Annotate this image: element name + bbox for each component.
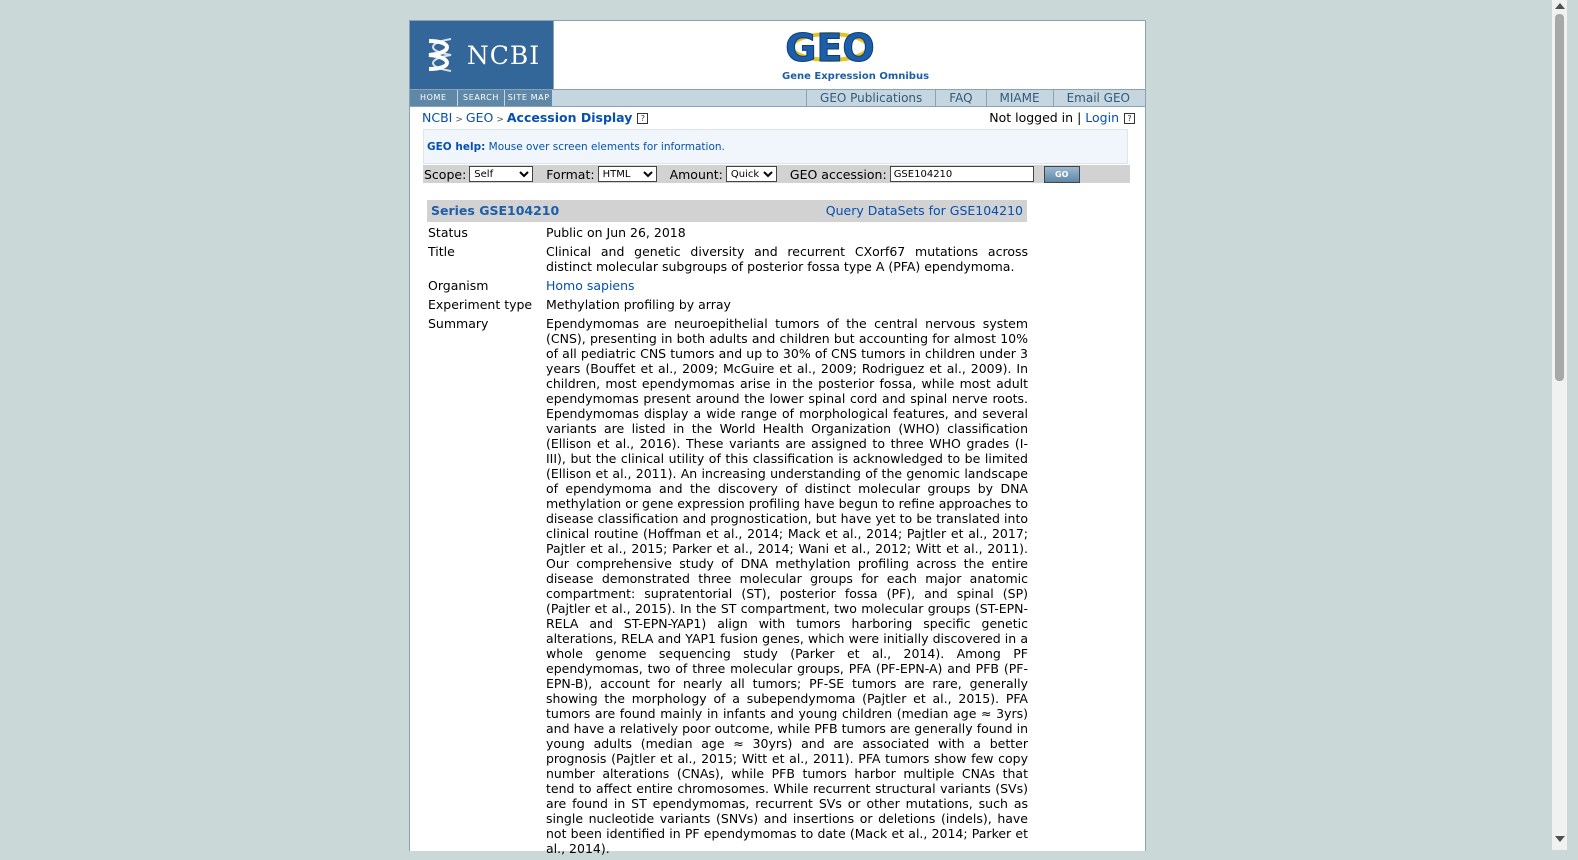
svg-text:GEO: GEO	[785, 26, 875, 70]
experiment-type-row	[428, 297, 1028, 312]
breadcrumb-ncbi-link[interactable]: NCBI	[422, 110, 453, 125]
nav-bar	[410, 89, 1145, 107]
ncbi-label: NCBI	[466, 40, 541, 70]
title-row	[428, 244, 1028, 274]
nav-sitemap-link[interactable]: SITE MAP	[505, 90, 553, 106]
login-status: Not logged in	[989, 110, 1074, 125]
nav-geo-publications-link[interactable]: GEO Publications	[806, 90, 935, 106]
breadcrumb-separator: >	[455, 115, 463, 125]
login-area	[989, 110, 1135, 125]
nav-home-link[interactable]: HOME	[410, 90, 458, 106]
login-separator: |	[1077, 110, 1082, 125]
summary-row	[428, 316, 1028, 856]
organism-link[interactable]: Homo sapiens	[546, 278, 635, 293]
status-value: Public on Jun 26, 2018	[546, 225, 686, 240]
scroll-down-icon[interactable]	[1555, 836, 1565, 842]
geo-logo[interactable]	[554, 21, 1144, 89]
title-label: Title	[428, 244, 455, 259]
ncbi-nav	[410, 90, 553, 106]
page-scrollbar[interactable]	[1552, 0, 1567, 850]
experiment-type-label: Experiment type	[428, 297, 533, 312]
accession-input[interactable]	[890, 166, 1034, 182]
summary-label: Summary	[428, 316, 489, 331]
breadcrumb-separator: >	[496, 115, 504, 125]
help-panel	[423, 129, 1128, 164]
scope-select[interactable]	[469, 166, 533, 182]
organism-row	[428, 278, 1028, 293]
accession-label: GEO accession:	[789, 166, 887, 182]
summary-value: Ependymomas are neuroepithelial tumors of the central nervous system (CNS), presenting in both adults and children but accounting for almost 10% of all pediatric CNS tumors and up to 30% of CNS tumors in children under 3 years (Bouffet et al., 2009; McGuire et al., 2009; Rodriguez et al., 2009). In children, most ependymomas arise in the posterior fossa, while most adult ependymomas present around the lower spinal cord and spinal nerve roots. Ependymomas display a wide range of morphological features, and several variants are listed in the World Health Organization (WHO) classification (Ellison et al., 2016). These variants are assigned to three WHO grades (I-III), but the clinical utility of this classification is acknowledged to be limited (Ellison et al., 2011). An increasing understanding of the genomic landscape of ependymoma and the discovery of distinct molecular groups by DNA methylation or gene expression profiling have begun to refine approaches to disease classification and prognostication, but have yet to be translated into clinical routine (Hoffman et al., 2014; Mack et al., 2014; Pajtler et al., 2017; Pajtler et al., 2015; Parker et al., 2014; Wani et al., 2012; Witt et al., 2011). Our comprehensive study of DNA methylation profiling across the entire disease demonstrated three molecular groups for each major anatomic compartment: supratentorial (ST), posterior fossa (PF), and spinal (SP) (Pajtler et al., 2015). In the ST compartment, two molecular groups (ST-EPN-RELA and ST-EPN-YAP1) align with tumors harboring specific genetic alterations, RELA and YAP1 fusion genes, which were initially discovered in a whole genome sequencing study (Parker et al., 2014). Among PF ependymomas, two of three molecular groups, PFA (PF-EPN-A) and PFB (PF-EPN-B), account for nearly all tumors; PF-SE tumors are rare, generally showing the morphology of a subependymoma (Pajtler et al., 2015). PFA tumors are found mainly in infants and young children (median age ≈ 3yrs) and have a relatively poor outcome, while PFB tumors are generally found in young adults (median age ≈ 30yrs) and are associated with a better prognosis (Pajtler et al., 2015; Witt et al., 2011). PFA tumors show few copy number alterations (CNAs), while PFB tumors harbor multiple CNAs that tend to affect entire chromosomes. While recurrent structural variants (SVs) are found in ST ependymomas, recurrent SVs or other mutations, such as single nucleotide variants (SNVs) and insertions or deletions (indels), have not been identified in PF ependymomas to date (Mack et al., 2014; Parker et al., 2014).	[546, 316, 1028, 856]
ncbi-helix-icon	[423, 35, 457, 75]
series-details	[428, 225, 1028, 860]
status-label: Status	[428, 225, 468, 240]
breadcrumb-geo-link[interactable]: GEO	[465, 110, 494, 125]
format-select[interactable]	[598, 166, 657, 182]
amount-label: Amount:	[669, 166, 723, 182]
format-label: Format:	[546, 166, 595, 182]
nav-search-link[interactable]: SEARCH	[458, 90, 506, 106]
help-label: GEO help:	[427, 141, 486, 153]
experiment-type-value: Methylation profiling by array	[546, 297, 731, 312]
scroll-up-icon[interactable]	[1555, 3, 1565, 9]
login-help-icon[interactable]: ?	[1124, 113, 1135, 124]
breadcrumb-current: Accession Display	[506, 110, 633, 125]
geo-logo-icon	[785, 25, 875, 71]
login-link[interactable]: Login	[1085, 110, 1119, 125]
help-icon[interactable]: ?	[637, 113, 648, 124]
scope-label: Scope:	[424, 166, 467, 182]
display-controls	[423, 165, 1130, 183]
go-button[interactable]: GO	[1044, 166, 1080, 183]
breadcrumb	[422, 110, 648, 125]
scrollbar-thumb[interactable]	[1555, 14, 1564, 381]
ncbi-logo[interactable]	[410, 21, 554, 89]
nav-faq-link[interactable]: FAQ	[935, 90, 985, 106]
amount-select[interactable]	[726, 166, 777, 182]
query-datasets-link[interactable]: Query DataSets for GSE104210	[825, 203, 1023, 218]
status-row	[428, 225, 1028, 240]
geo-nav	[806, 90, 1143, 106]
organism-label: Organism	[428, 278, 489, 293]
title-value: Clinical and genetic diversity and recurrent CXorf67 mutations across distinct molecular subgroups of posterior fossa type A (PFA) ependymoma.	[546, 244, 1028, 274]
series-header	[427, 200, 1027, 222]
help-text: Mouse over screen elements for information.	[488, 141, 725, 153]
geo-subtitle: Gene Expression Omnibus	[782, 71, 930, 82]
series-title: Series GSE104210	[431, 203, 560, 218]
page-frame	[409, 20, 1146, 856]
nav-email-geo-link[interactable]: Email GEO	[1053, 90, 1143, 106]
nav-miame-link[interactable]: MIAME	[986, 90, 1053, 106]
